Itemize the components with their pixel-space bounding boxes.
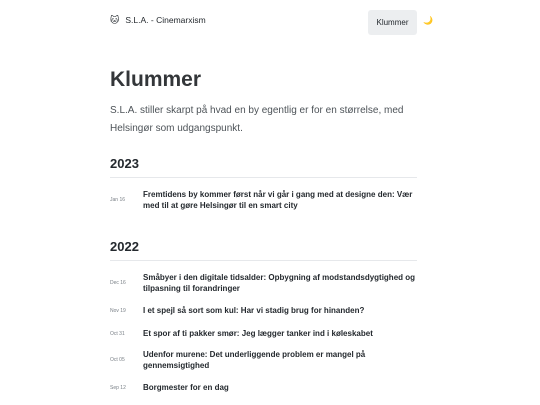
post-link[interactable]: Borgmester for en dag: [143, 383, 229, 392]
post-link[interactable]: I et spejl så sort som kul: Har vi stadig brug for hinanden?: [143, 306, 365, 315]
post-date: Jan 16: [110, 197, 126, 203]
post-date: Oct 31: [110, 330, 125, 337]
post-list-item: [110, 189, 417, 211]
year-heading-2023: 2023: [110, 156, 139, 171]
post-link[interactable]: Småbyer i den digitale tidsalder: Opbygning af modstandsdygtighed og tilpasning til forandringer: [143, 273, 416, 293]
post-date: Sep 12: [110, 384, 126, 391]
post-link[interactable]: Fremtidens by kommer først når vi går i gang med at designe den: Vær med til at gøre Helsingør til en smart city: [143, 190, 413, 210]
post-date: Dec 16: [110, 280, 126, 286]
post-list-item: [110, 349, 417, 371]
post-list-item: [110, 272, 417, 294]
post-list-item: [110, 305, 417, 316]
nav-item-klummer[interactable]: Klummer: [368, 10, 417, 35]
post-date: Nov 19: [110, 307, 126, 314]
post-date: Oct 05: [110, 357, 125, 363]
year-divider: [110, 177, 417, 178]
post-link[interactable]: Et spor af ti pakker smør: Jeg lægger tanker ind i køleskabet: [143, 329, 373, 338]
moon-icon[interactable]: 🌙: [423, 16, 433, 25]
cat-icon: 🐱: [110, 14, 120, 25]
year-divider: [110, 260, 417, 261]
site-brand-link[interactable]: [110, 15, 206, 25]
year-heading-2022: 2022: [110, 239, 139, 254]
site-header: [0, 0, 540, 44]
main-content: [110, 66, 417, 392]
post-link[interactable]: Udenfor murene: Det underliggende problem er mangel på gennemsigtighed: [143, 350, 366, 370]
page-title: Klummer: [110, 68, 202, 91]
post-list-item: [110, 328, 417, 339]
site-title: S.L.A. - Cinemarxism: [125, 15, 206, 25]
page-intro: S.L.A. stiller skarpt på hvad en by egentlig er for en størrelse, med Helsingør som udgangspunkt.: [110, 105, 404, 134]
post-list-item: [110, 382, 417, 393]
